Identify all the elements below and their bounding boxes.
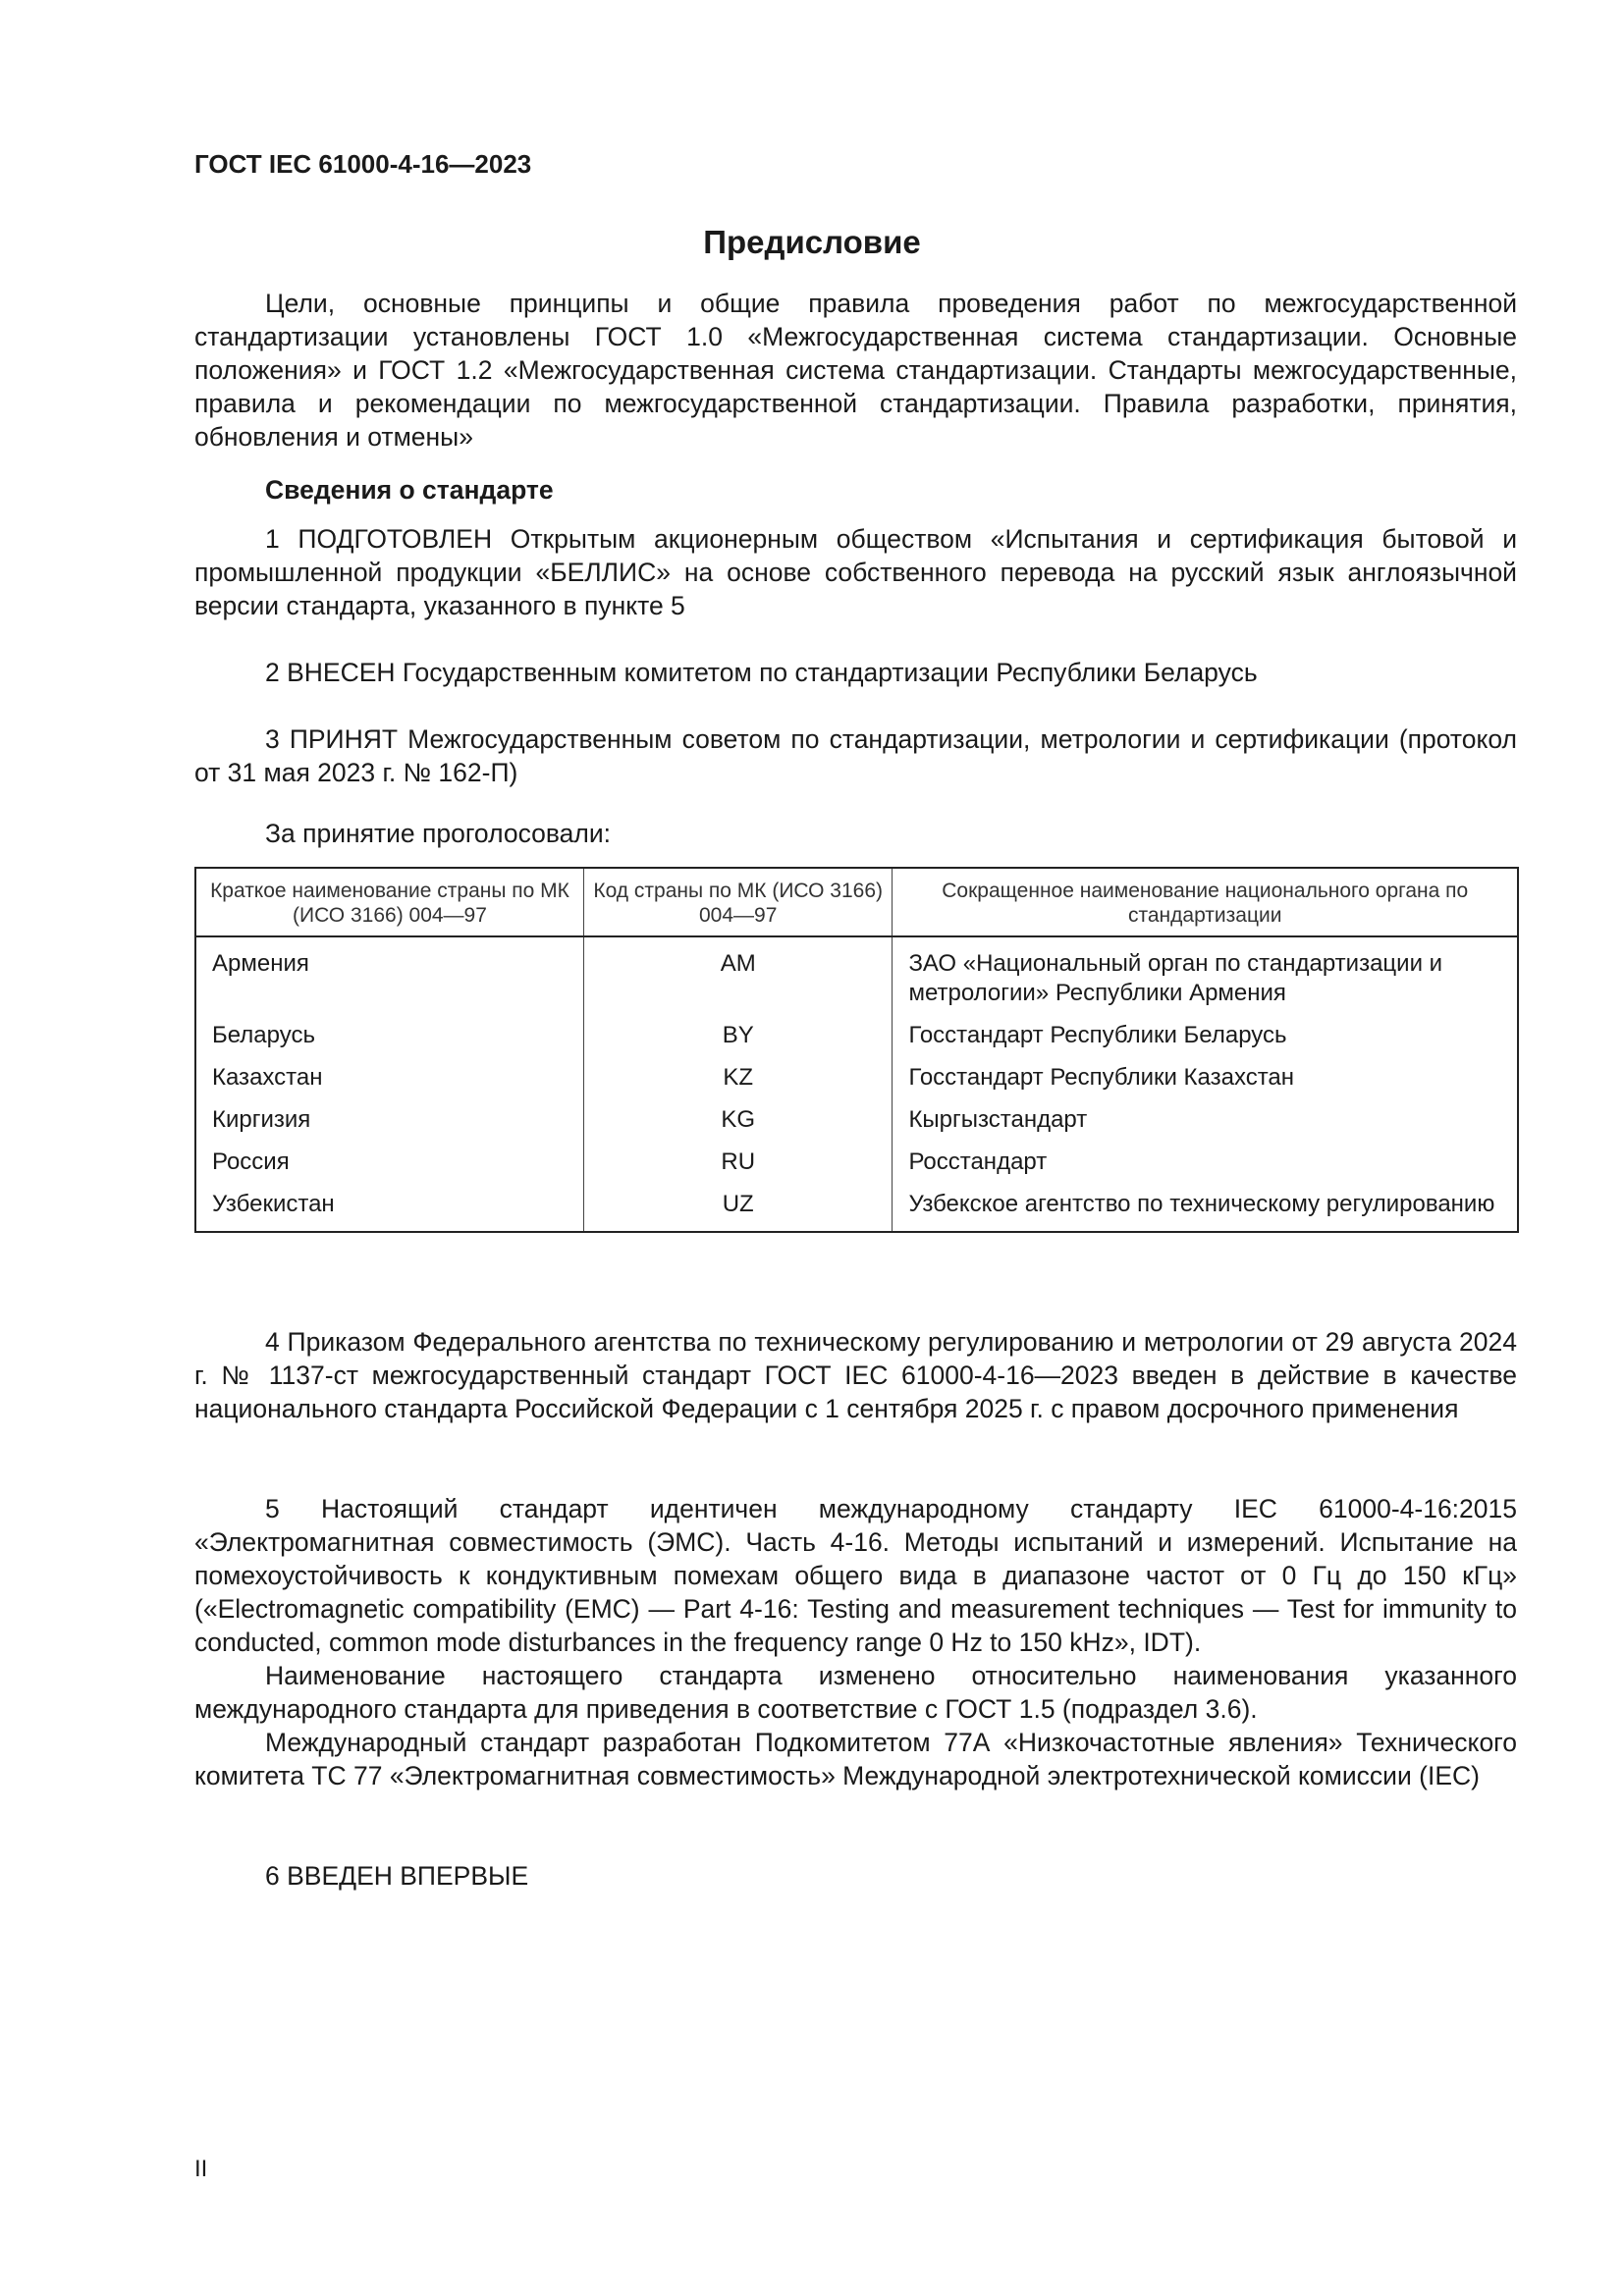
country-name: Армения: [212, 950, 309, 977]
page-title: Предисловие: [703, 224, 921, 260]
header-country-code: Код страны по МК (ИСО 3166) 004—97: [583, 868, 892, 936]
document-header: ГОСТ IEC 61000-4-16—2023: [194, 149, 532, 179]
table-row: [195, 1017, 1518, 1059]
country-name: Россия: [212, 1148, 290, 1175]
national-body: ЗАО «Национальный орган по стандартизации и метрологии» Республики Армения: [893, 936, 1518, 1017]
national-body: Госстандарт Республики Казахстан: [893, 1059, 1518, 1101]
country-code: UZ: [583, 1186, 892, 1232]
voting-table: [194, 867, 1519, 1233]
item-3-paragraph: 3 ПРИНЯТ Межгосударственным советом по стандартизации, метрологии и сертификации (протокол от 31 мая 2023 г. № 162-П): [194, 724, 1517, 787]
item-5-paragraph: 5 Настоящий стандарт идентичен международному стандарту IEC 61000-4-16:2015 «Электромагнитная совместимость (ЭМС). Часть 4-16. Методы испытаний и измерений. Испытание на помехоустойчивость к кондуктивным помехам общего вида в диапазоне частот от 0 Гц до 150 кГц» («Electromagnetic compatibility (EMC) — Part 4-16: Testing and measurement techniques — Test for immunity to conducted, common mode disturbances in the frequency range 0 Hz to 150 kHz», IDT).: [194, 1494, 1517, 1657]
voted-label: За принятие проголосовали:: [265, 819, 612, 848]
country-code: AM: [583, 936, 892, 1017]
item-4-paragraph: 4 Приказом Федерального агентства по техническому регулированию и метрологии от 29 августа 2024 г. № 1137-ст межгосударственный стандарт ГОСТ IEC 61000-4-16—2023 введен в действие в качестве национального стандарта Российской Федерации с 1 сентября 2025 г. с правом досрочного применения: [194, 1327, 1517, 1423]
standard-info-heading: Сведения о стандарте: [265, 475, 554, 505]
country-code: RU: [583, 1144, 892, 1186]
page-number: II: [194, 2156, 208, 2182]
table-row: [195, 1186, 1518, 1232]
item-2-paragraph: 2 ВНЕСЕН Государственным комитетом по стандартизации Республики Беларусь: [265, 658, 1258, 687]
item-5-developer-paragraph: Международный стандарт разработан Подкомитетом 77А «Низкочастотные явления» Технического комитета ТС 77 «Электромагнитная совместимость» Международной электротехнической комиссии (IEC): [194, 1728, 1517, 1790]
table-row: [195, 1059, 1518, 1101]
country-name: Беларусь: [212, 1022, 315, 1048]
country-code: KZ: [583, 1059, 892, 1101]
intro-paragraph: Цели, основные принципы и общие правила проведения работ по межгосударственной стандартизации установлены ГОСТ 1.0 «Межгосударственная система стандартизации. Основные положения» и ГОСТ 1.2 «Межгосударственная система стандартизации. Стандарты межгосударственные, правила и рекомендации по межгосударственной стандартизации. Правила разработки, принятия, обновления и отмены»: [194, 289, 1517, 452]
national-body: Узбекское агентство по техническому регулированию: [893, 1186, 1518, 1232]
country-name: Узбекистан: [212, 1191, 335, 1217]
header-national-body: Сокращенное наименование национального органа по стандартизации: [893, 868, 1518, 936]
table-row: [195, 936, 1518, 1017]
item-5-rename-paragraph: Наименование настоящего стандарта изменено относительно наименования указанного международного стандарта для приведения в соответствие с ГОСТ 1.5 (подраздел 3.6).: [194, 1661, 1517, 1724]
country-code: BY: [583, 1017, 892, 1059]
table-row: [195, 1144, 1518, 1186]
national-body: Госстандарт Республики Беларусь: [893, 1017, 1518, 1059]
country-code: KG: [583, 1101, 892, 1144]
table-header-row: [195, 868, 1518, 936]
country-name: Киргизия: [212, 1106, 311, 1133]
national-body: Росстандарт: [893, 1144, 1518, 1186]
national-body: Кыргызстандарт: [893, 1101, 1518, 1144]
country-name: Казахстан: [212, 1064, 323, 1091]
item-6-paragraph: 6 ВВЕДЕН ВПЕРВЫЕ: [265, 1861, 529, 1891]
item-1-paragraph: 1 ПОДГОТОВЛЕН Открытым акционерным обществом «Испытания и сертификация бытовой и промышленной продукции «БЕЛЛИС» на основе собственного перевода на русский язык англоязычной версии стандарта, указанного в пункте 5: [194, 524, 1517, 620]
table-row: [195, 1101, 1518, 1144]
header-country-name: Краткое наименование страны по МК (ИСО 3166) 004—97: [195, 868, 583, 936]
